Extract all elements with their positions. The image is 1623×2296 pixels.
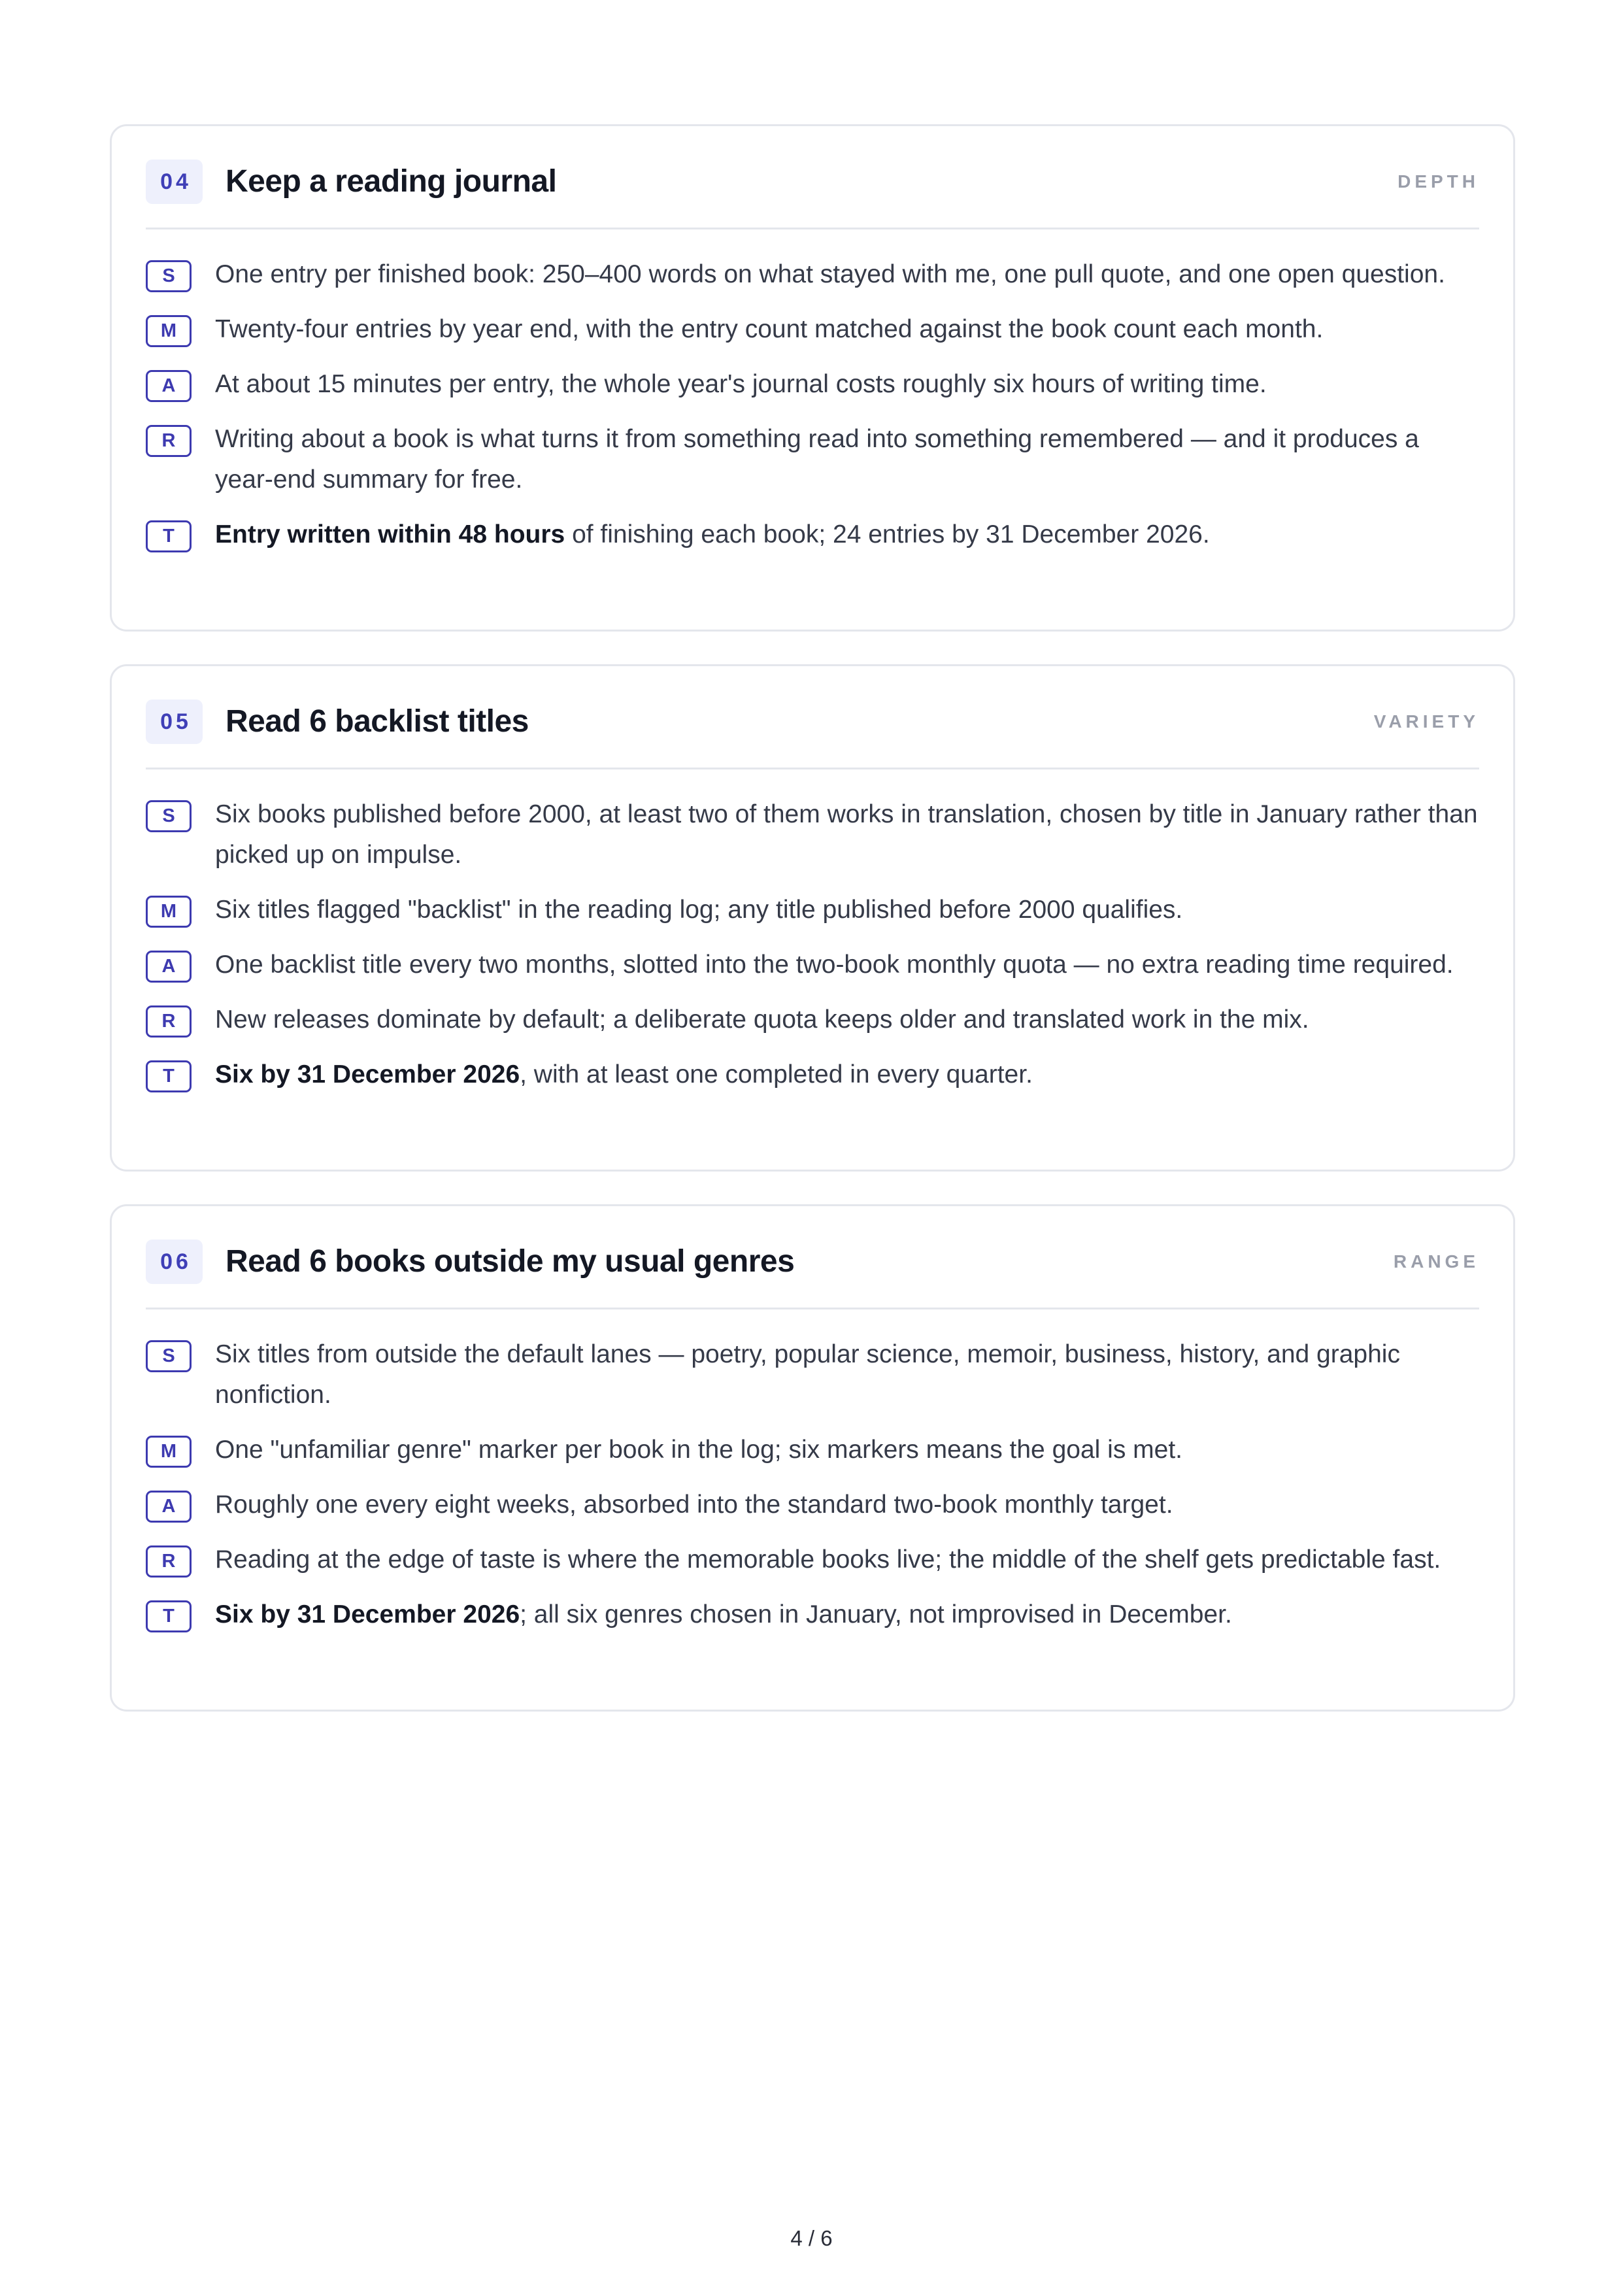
- criterion-letter-badge: S: [146, 1340, 192, 1372]
- criterion-letter-badge: M: [146, 1436, 192, 1468]
- criterion-achievable: [146, 945, 1479, 985]
- criterion-text: One entry per finished book: 250–400 words on what stayed with me, one pull quote, and one open question.: [215, 260, 1445, 288]
- criterion-text: At about 15 minutes per entry, the whole year's journal costs roughly six hours of writing time.: [215, 370, 1267, 398]
- criterion-emphasis: Entry written within 48 hours: [215, 520, 565, 549]
- criterion-letter-badge: S: [146, 800, 192, 832]
- goal-card-header: [146, 1206, 1479, 1309]
- criterion-text: of finishing each book; 24 entries by 31 December 2026.: [565, 520, 1210, 549]
- smart-criteria-list: [146, 794, 1479, 1109]
- criterion-specific: [146, 794, 1479, 875]
- criterion-emphasis: Six by 31 December 2026: [215, 1600, 520, 1629]
- criterion-letter-badge: T: [146, 520, 192, 552]
- goal-card-05: [110, 664, 1515, 1172]
- goal-card-06: [110, 1204, 1515, 1712]
- criterion-text: Reading at the edge of taste is where the memorable books live; the middle of the shelf gets predictable fast.: [215, 1545, 1441, 1574]
- criterion-text: One "unfamiliar genre" marker per book in the log; six markers means the goal is met.: [215, 1436, 1183, 1464]
- goal-title: Read 6 books outside my usual genres: [226, 1244, 795, 1279]
- criterion-letter-badge: M: [146, 896, 192, 928]
- criterion-text: New releases dominate by default; a deliberate quota keeps older and translated work in the mix.: [215, 1005, 1309, 1034]
- criterion-text: Writing about a book is what turns it from something read into something remembered — and it produces a year-end summary for free.: [215, 425, 1419, 494]
- criterion-letter-badge: S: [146, 260, 192, 292]
- criterion-measurable: [146, 309, 1479, 350]
- smart-criteria-list: [146, 1334, 1479, 1649]
- criterion-emphasis: Six by 31 December 2026: [215, 1060, 520, 1089]
- goal-card-header: [146, 126, 1479, 229]
- criterion-text: , with at least one completed in every quarter.: [520, 1060, 1033, 1089]
- goal-number-badge: 05: [146, 700, 203, 744]
- criterion-relevant: [146, 1000, 1479, 1040]
- criterion-letter-badge: A: [146, 370, 192, 402]
- criterion-text: Twenty-four entries by year end, with the entry count matched against the book count each month.: [215, 315, 1324, 343]
- goal-category-tag: DEPTH: [1397, 171, 1479, 192]
- criterion-text: One backlist title every two months, slotted into the two-book monthly quota — no extra reading time required.: [215, 951, 1454, 979]
- goal-number-badge: 04: [146, 160, 203, 204]
- criterion-letter-badge: R: [146, 425, 192, 457]
- criterion-text: Six titles flagged "backlist" in the reading log; any title published before 2000 qualifies.: [215, 896, 1183, 924]
- goal-card-header: [146, 666, 1479, 769]
- criterion-text: Six titles from outside the default lanes — poetry, popular science, memoir, business, history, and graphic nonfiction.: [215, 1340, 1400, 1409]
- page-number: 4 / 6: [790, 2226, 833, 2250]
- goal-title: Keep a reading journal: [226, 164, 557, 199]
- goal-title: Read 6 backlist titles: [226, 704, 529, 739]
- goal-card-04: [110, 124, 1515, 632]
- goal-number-badge: 06: [146, 1240, 203, 1284]
- criterion-letter-badge: A: [146, 951, 192, 983]
- goal-category-tag: VARIETY: [1373, 711, 1479, 732]
- criterion-text: ; all six genres chosen in January, not improvised in December.: [520, 1600, 1232, 1629]
- criterion-specific: [146, 1334, 1479, 1415]
- criterion-letter-badge: R: [146, 1545, 192, 1578]
- goal-category-tag: RANGE: [1393, 1251, 1479, 1272]
- criterion-measurable: [146, 1430, 1479, 1470]
- criterion-letter-badge: R: [146, 1005, 192, 1038]
- criterion-letter-badge: T: [146, 1600, 192, 1632]
- smart-criteria-list: [146, 254, 1479, 569]
- criterion-relevant: [146, 1540, 1479, 1580]
- criterion-time-bound: [146, 1595, 1479, 1635]
- criterion-text: Six books published before 2000, at least two of them works in translation, chosen by title in January rather than picked up on impulse.: [215, 800, 1478, 869]
- criterion-letter-badge: T: [146, 1060, 192, 1092]
- criterion-relevant: [146, 419, 1479, 500]
- criterion-measurable: [146, 890, 1479, 930]
- criterion-specific: [146, 254, 1479, 295]
- criterion-achievable: [146, 1485, 1479, 1525]
- criterion-letter-badge: A: [146, 1491, 192, 1523]
- criterion-time-bound: [146, 515, 1479, 555]
- criterion-text: Roughly one every eight weeks, absorbed into the standard two-book monthly target.: [215, 1491, 1173, 1519]
- criterion-letter-badge: M: [146, 315, 192, 347]
- criterion-achievable: [146, 364, 1479, 405]
- criterion-time-bound: [146, 1055, 1479, 1095]
